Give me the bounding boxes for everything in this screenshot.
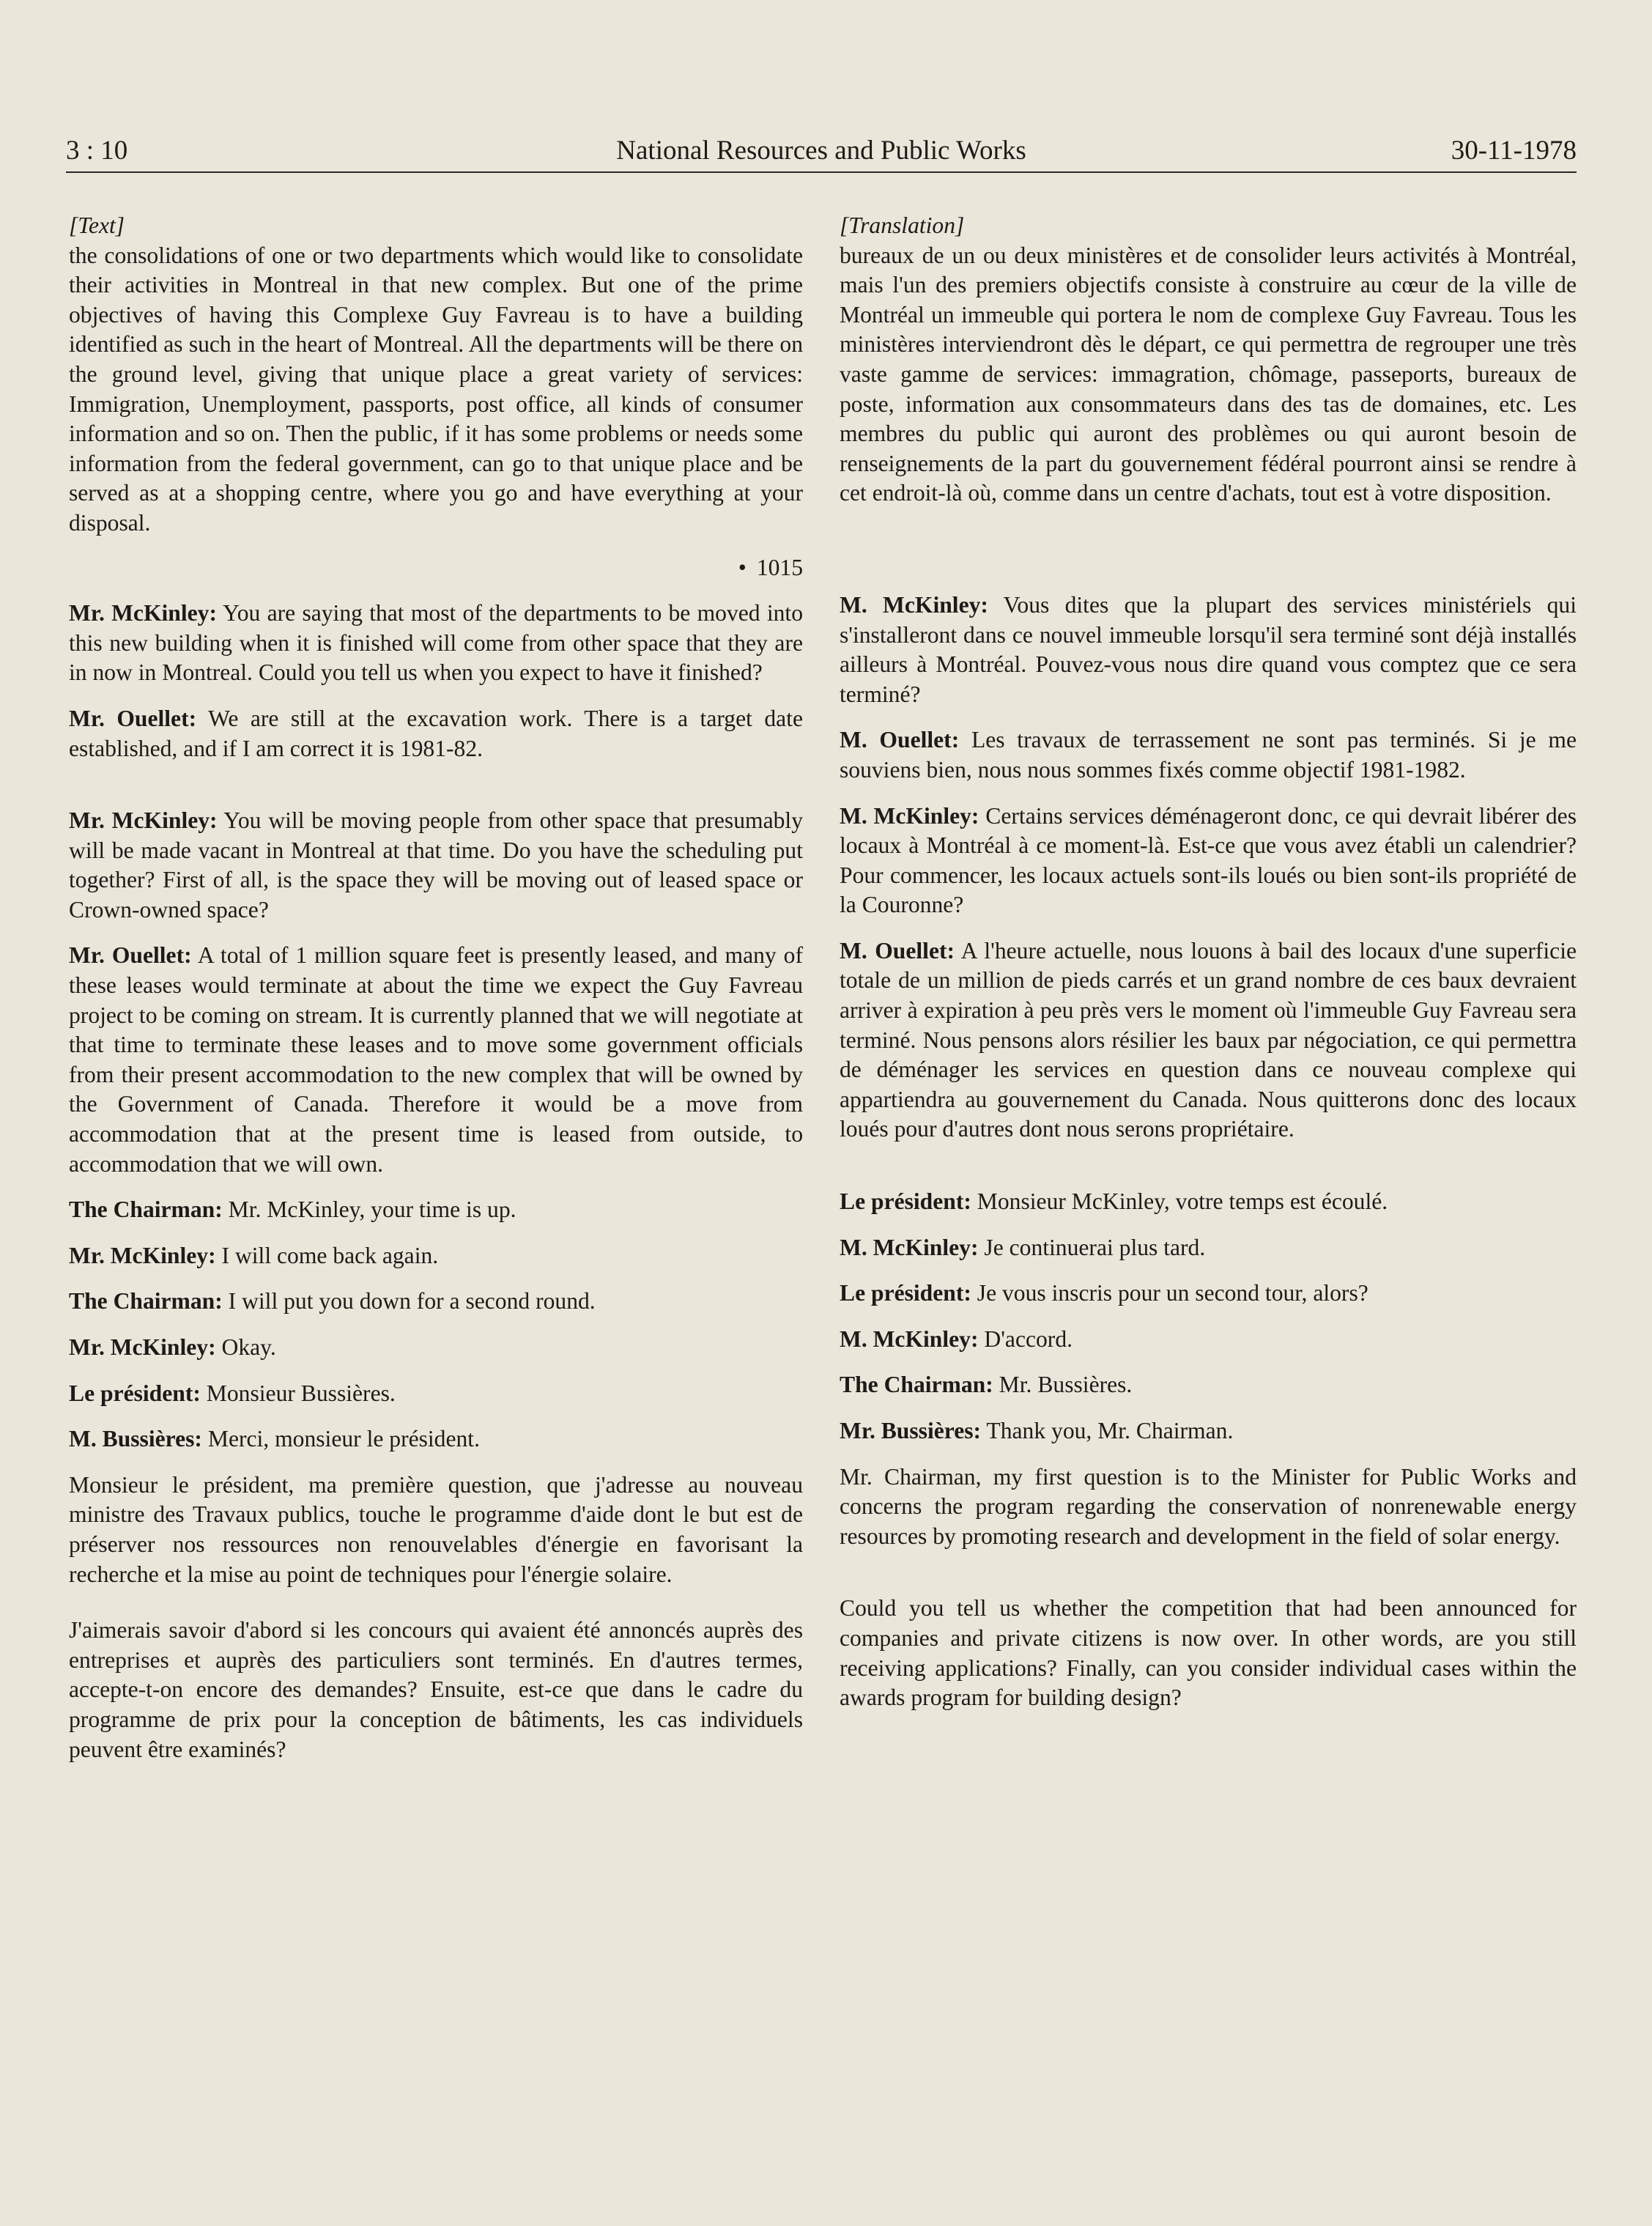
speech-bussieres xyxy=(69,1424,803,1454)
bullet-icon: • xyxy=(738,554,747,580)
translation-label: [Translation] xyxy=(840,212,965,238)
paragraph-consolidations: the consolidations of one or two departments which would like to consolidate their activities in Montreal in that new complex. But one of the prime objectives of having this Complexe Guy Favreau is to have a building identified as such in the heart of Montreal. All the departments will be there on the ground level, giving that unique place a great variety of services: Immigration, Unemployment, passports, post office, all kinds of consumer information and so on. Then the public, if it has some problems or needs some information from the federal government, can go to that unique place and be served as at a shopping centre, where you go and have everything at your disposal. xyxy=(69,242,803,536)
speech-text: Je vous inscris pour un second tour, alors? xyxy=(977,1280,1368,1306)
speaker-name: Mr. McKinley: xyxy=(69,600,217,626)
speaker-name: M. Bussières: xyxy=(69,1426,202,1452)
speech-chairman-2 xyxy=(69,1287,803,1317)
text-label: [Text] xyxy=(69,212,125,238)
speaker-name: Le président: xyxy=(840,1188,971,1215)
speech-text: Les travaux de terrassement ne sont pas terminés. Si je me souviens bien, nous nous sommes fixés comme objectif 1981-1982. xyxy=(840,727,1577,783)
speech-chairman-1 xyxy=(69,1195,803,1225)
speaker-name: M. Ouellet: xyxy=(840,937,955,964)
paragraph-question-1: Monsieur le président, ma première question, que j'adresse au nouveau ministre des Travaux publics, touche le programme d'aide dont le but est de préserver nos ressources non renouvelables d'énergie en favorisant la recherche et la mise au point de techniques pour l'énergie solaire. xyxy=(69,1471,803,1587)
english-column xyxy=(69,211,803,1764)
speaker-name: The Chairman: xyxy=(69,1197,223,1223)
speaker-name: M. McKinley: xyxy=(840,1234,979,1260)
time-stamp: 1015 xyxy=(756,554,803,580)
speech-ouellet-1-fr xyxy=(840,725,1577,785)
speaker-name: M. McKinley: xyxy=(840,802,979,829)
speech-mckinley-1 xyxy=(69,599,803,688)
time-marker xyxy=(69,553,803,583)
speech-text: You are saying that most of the departments to be moved into this new building when it is finished will come from other space that they are in now in Montreal. Could you tell us when you expect to have it finished? xyxy=(69,600,803,686)
speech-mckinley-4 xyxy=(69,1333,803,1363)
speaker-name: M. McKinley: xyxy=(840,591,988,618)
speech-president-2-fr xyxy=(840,1279,1577,1309)
speaker-name: Mr. McKinley: xyxy=(69,1334,216,1360)
paragraph-question-2-en: Could you tell us whether the competition that had been announced for companies and private citizens is now over. In other words, are you still receiving applications? Finally, can you consider individual cases within the awards program for building design? xyxy=(840,1595,1577,1711)
speech-text: A l'heure actuelle, nous louons à bail des locaux d'une superficie totale de un million de pieds carrés et un grand nombre de ces baux devraient arriver à expiration à peu près vers le moment où l'immeuble Guy Favreau sera terminé. Nous pensons alors résilier les baux par négociation, ce qui permettra de déménager les services en question dans ce nouveau complexe qui appartiendra au gouvernement du Canada. Nous quitterons donc des locaux loués pour d'autres dont nous serons propriétaire. xyxy=(840,937,1577,1142)
speech-president xyxy=(69,1379,803,1409)
speech-mckinley-1-fr xyxy=(840,591,1577,709)
page-number: 3 : 10 xyxy=(66,136,128,166)
speech-text: I will put you down for a second round. xyxy=(228,1288,596,1314)
paragraph-bureaux: bureaux de un ou deux ministères et de consolider leurs activités à Montréal, mais l'un des premiers objectifs consiste à construire au cœur de la ville de Montréal un immeuble qui portera le nom de complexe Guy Favreau. Tous les ministères interviendront dès le départ, ce qui permettra de regrouper une très vaste gamme de services: immagration, chômage, passeports, bureaux de poste, information aux consommateurs dans des tas de domaines, etc. Les membres du public qui auront des problèmes ou qui auront besoin de renseignements de la part du gouvernement fédéral pourront ainsi se rendre à cet endroit-là où, comme dans un centre d'achats, tout est à votre disposition. xyxy=(840,242,1577,506)
page-date: 30-11-1978 xyxy=(1451,136,1577,166)
speech-text: Monsieur McKinley, votre temps est écoulé. xyxy=(977,1188,1388,1215)
speech-text: Okay. xyxy=(221,1334,276,1360)
speech-mckinley-2-fr xyxy=(840,802,1577,920)
speaker-name: Mr. Ouellet: xyxy=(69,942,192,969)
speech-text: A total of 1 million square feet is presently leased, and many of these leases would terminate at about the time we expect the Guy Favreau project to be coming on stream. It is currently planned that we will negotiate at that time to terminate these leases and to move some government officials from their present accommodation to the new complex that will be owned by the Government of Canada. Therefore it would be a move from accommodation that at the present time is leased from outside, to accommodation that we will own. xyxy=(69,942,804,1177)
speaker-name: M. McKinley: xyxy=(840,1325,979,1352)
speaker-name: The Chairman: xyxy=(69,1288,223,1314)
speech-mckinley-3 xyxy=(69,1241,803,1271)
paragraph-question-1-en: Mr. Chairman, my first question is to the Minister for Public Works and concerns the program regarding the conservation of nonrenewable energy resources by promoting research and development in the field of solar energy. xyxy=(840,1463,1577,1549)
speech-mckinley-3-fr xyxy=(840,1233,1577,1263)
page-header xyxy=(66,133,1577,173)
speaker-name: M. Ouellet: xyxy=(840,727,960,753)
speech-president-1-fr xyxy=(840,1187,1577,1217)
speech-text: Monsieur Bussières. xyxy=(206,1380,396,1406)
speech-text: Thank you, Mr. Chairman. xyxy=(986,1418,1234,1443)
speech-text: Merci, monsieur le président. xyxy=(207,1426,480,1452)
french-column xyxy=(840,211,1577,1713)
speech-mckinley-2 xyxy=(69,806,803,925)
speaker-name: Le président: xyxy=(840,1280,971,1306)
speech-chairman-fr xyxy=(840,1370,1577,1400)
speech-ouellet-1 xyxy=(69,704,803,763)
speaker-name: Mr. McKinley: xyxy=(69,1242,216,1268)
speech-text: I will come back again. xyxy=(221,1242,439,1268)
speech-text: We are still at the excavation work. There is a target date established, and if I am correct it is 1981-82. xyxy=(69,705,804,761)
speech-text: Certains services déménageront donc, ce qui devrait libérer des locaux à Montréal à ce moment-là. Est-ce que vous avez établi un calendrier? Pour commencer, les locaux actuels sont-ils loués ou bien sont-ils propriété de la Couronne? xyxy=(840,802,1577,918)
speech-text: Mr. Bussières. xyxy=(999,1372,1133,1398)
speech-ouellet-2-fr xyxy=(840,936,1577,1145)
speech-text: Vous dites que la plupart des services ministériels qui s'installeront dans ce nouvel immeuble lorsqu'il sera terminé sont déjà installés ailleurs à Montréal. Pouvez-vous nous dire quand vous comptez que ce sera terminé? xyxy=(840,591,1577,707)
speech-text: You will be moving people from other space that presumably will be made vacant in Montreal at that time. Do you have the scheduling put together? First of all, is the space they will be moving out of leased space or Crown-owned space? xyxy=(69,807,803,922)
publication-title: National Resources and Public Works xyxy=(616,136,1026,166)
speaker-name: The Chairman: xyxy=(840,1372,993,1398)
speech-text: Je continuerai plus tard. xyxy=(984,1234,1206,1260)
speaker-name: Le président: xyxy=(69,1380,201,1406)
paragraph-question-2: J'aimerais savoir d'abord si les concours qui avaient été annoncés auprès des entreprises et auprès des particuliers sont terminés. En d'autres termes, accepte-t-on encore des demandes? Ensuite, est-ce que dans le cadre du programme de prix pour la conception de bâtiments, les cas individuels peuvent être examinés? xyxy=(69,1617,803,1762)
speech-mckinley-4-fr xyxy=(840,1325,1577,1355)
speaker-name: Mr. Bussières: xyxy=(840,1418,982,1443)
speech-bussieres-fr xyxy=(840,1416,1577,1446)
speech-ouellet-2 xyxy=(69,941,803,1179)
speech-text: D'accord. xyxy=(984,1325,1073,1352)
speaker-name: Mr. Ouellet: xyxy=(69,705,197,731)
speaker-name: Mr. McKinley: xyxy=(69,807,218,834)
speech-text: Mr. McKinley, your time is up. xyxy=(228,1197,516,1223)
